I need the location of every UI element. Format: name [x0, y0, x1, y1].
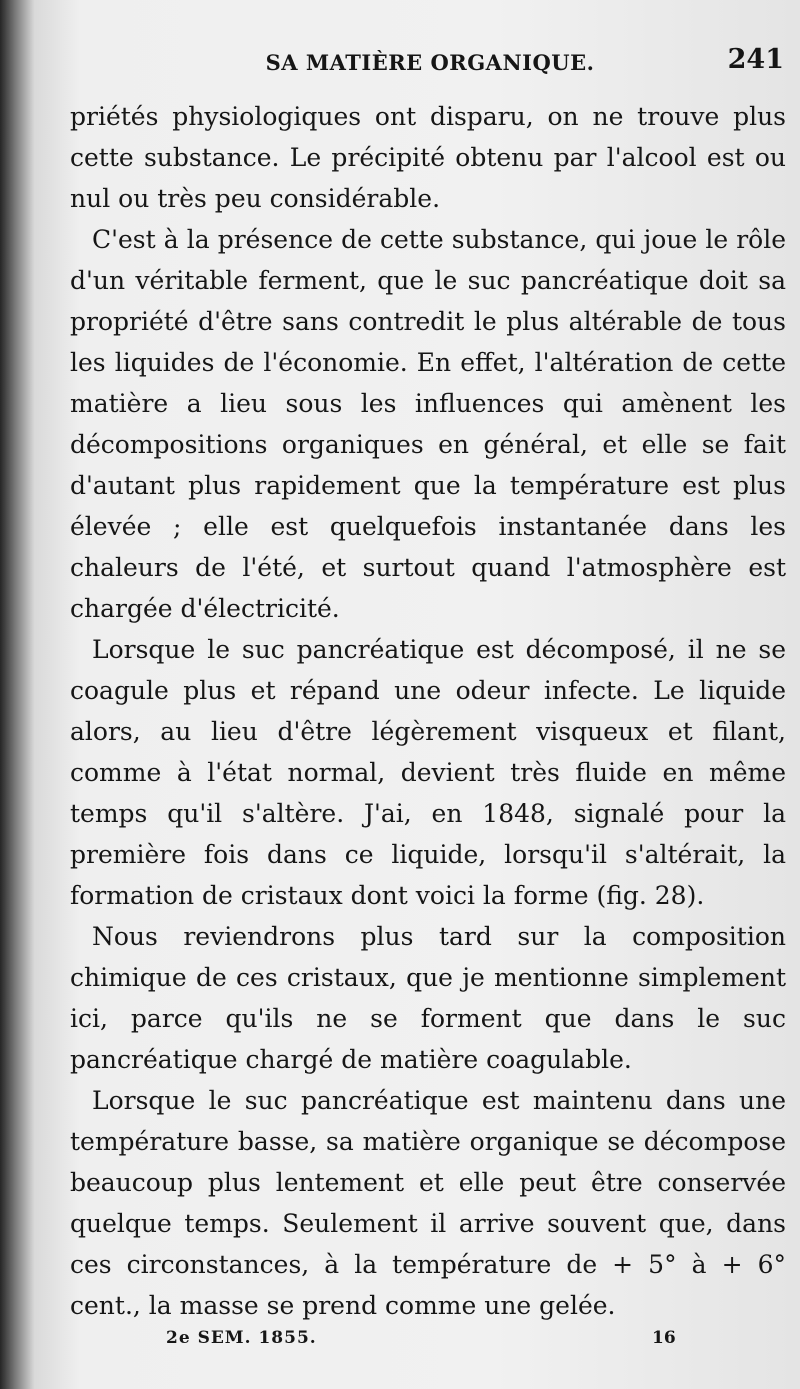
book-spine-shadow — [0, 0, 34, 1389]
body-text — [70, 96, 786, 1326]
page-footer — [70, 1328, 790, 1358]
printer-signature: 2e SEM. 1855. — [166, 1328, 317, 1348]
sheet-number: 16 — [652, 1328, 676, 1348]
page-number: 241 — [727, 44, 784, 75]
book-page — [34, 0, 800, 1389]
paragraph-1: priétés physiologiques ont disparu, on ne trouve plus cette substance. Le précipité obtenu par l'alcool est ou nul ou très peu considérable. — [70, 102, 786, 213]
paragraph-3: Lorsque le suc pancréatique est décomposé, il ne se coagule plus et répand une odeur infecte. Le liquide alors, au lieu d'être légèrement visqueux et filant, comme à l'état normal, devient très fluide en même temps qu'il s'altère. J'ai, en 1848, signalé pour la première fois dans ce liquide, lorsqu'il s'altérait, la formation de cristaux dont voici la forme (fig. 28). — [70, 635, 786, 910]
paragraph-4: Nous reviendrons plus tard sur la composition chimique de ces cristaux, que je mentionne simplement ici, parce qu'ils ne se forment que dans le suc pancréatique chargé de matière coagulable. — [70, 922, 786, 1074]
paragraph-5: Lorsque le suc pancréatique est maintenu dans une température basse, sa matière organique se décompose beaucoup plus lentement et elle peut être conservée quelque temps. Seulement il arrive souvent que, dans ces circonstances, à la température de + 5° à + 6° cent., la masse se prend comme une gelée. — [70, 1086, 786, 1320]
running-title: SA MATIÈRE ORGANIQUE. — [265, 50, 595, 75]
page-header — [70, 44, 790, 80]
paragraph-2: C'est à la présence de cette substance, qui joue le rôle d'un véritable ferment, que le suc pancréatique doit sa propriété d'être sans contredit le plus altérable de tous les liquides de l'économie. En effet, l'altération de cette matière a lieu sous les influences qui amènent les décompositions organiques en général, et elle se fait d'autant plus rapidement que la température est plus élevée ; elle est quelquefois instantanée dans les chaleurs de l'été, et surtout quand l'atmosphère est chargée d'électricité. — [70, 225, 786, 623]
